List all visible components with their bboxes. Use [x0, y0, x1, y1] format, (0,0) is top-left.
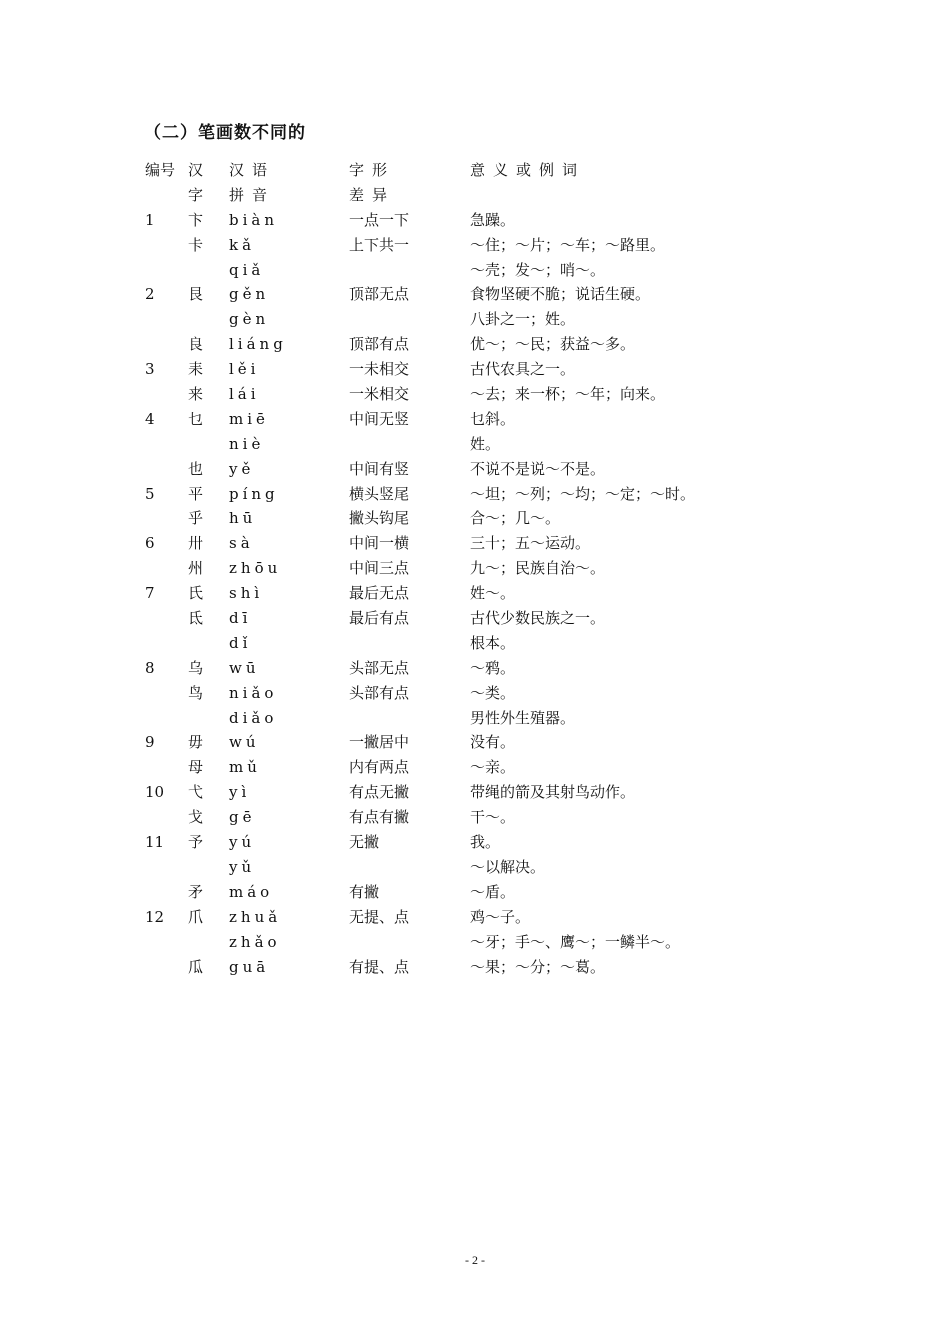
entry-number: 4	[145, 409, 155, 428]
entry-character: 氐	[188, 609, 204, 628]
entry-form-difference: 最后有点	[349, 609, 410, 628]
page-number: - 2 -	[465, 1253, 485, 1267]
table-row	[145, 656, 805, 681]
entry-form-difference: 中间无竖	[349, 409, 410, 428]
entry-number: 6	[145, 534, 155, 553]
table-row	[145, 482, 805, 507]
entry-pinyin: guā	[229, 957, 270, 976]
entry-form-difference: 无提、点	[349, 907, 410, 926]
entry-pinyin: wú	[229, 733, 260, 752]
table-row	[145, 805, 805, 830]
entry-pinyin: yì	[229, 783, 251, 802]
table-row	[145, 531, 805, 556]
entry-character: 予	[188, 833, 204, 852]
entry-meaning: ～牙；手～、鹰～；一鳞半～。	[470, 932, 681, 951]
entry-pinyin: lái	[229, 385, 260, 404]
table-row	[145, 282, 805, 307]
table-row	[145, 307, 805, 332]
entry-meaning: 没有。	[470, 733, 516, 752]
entry-character: 乌	[188, 658, 204, 677]
entry-meaning: 带绳的箭及其射鸟动作。	[470, 783, 636, 802]
entry-pinyin: yú	[229, 833, 256, 852]
entry-form-difference: 头部有点	[349, 683, 410, 702]
entry-meaning: 合～；几～。	[470, 509, 561, 528]
entry-character: 爪	[188, 907, 204, 926]
character-comparison-table	[145, 158, 805, 979]
entry-meaning: ～盾。	[470, 882, 516, 901]
entry-pinyin: qiǎ	[229, 260, 265, 279]
entry-pinyin: liáng	[229, 335, 287, 354]
entry-form-difference: 一未相交	[349, 360, 410, 379]
entry-character: 母	[188, 758, 204, 777]
entry-meaning: 不说不是说～不是。	[470, 459, 606, 478]
entry-meaning: 九～；民族自治～。	[470, 559, 606, 578]
header-row	[145, 183, 805, 208]
entry-pinyin: niǎo	[229, 683, 278, 702]
entry-meaning: 鸡～子。	[470, 907, 531, 926]
entry-form-difference: 中间一横	[349, 534, 410, 553]
entry-meaning: ～去；来一杯；～年；向来。	[470, 385, 666, 404]
entry-form-difference: 无撇	[349, 833, 380, 852]
entry-character: 鸟	[188, 683, 204, 702]
table-row	[145, 880, 805, 905]
entry-meaning: ～以解决。	[470, 857, 546, 876]
entry-character: 州	[188, 559, 204, 578]
table-row	[145, 855, 805, 880]
entry-meaning: 八卦之一；姓。	[470, 310, 576, 329]
entry-meaning: 急躁。	[470, 210, 516, 229]
entry-meaning: ～亲。	[470, 758, 516, 777]
entry-character: 耒	[188, 360, 204, 379]
entry-pinyin: yě	[229, 459, 255, 478]
entry-pinyin: shì	[229, 584, 264, 603]
entry-meaning: 姓～。	[470, 584, 516, 603]
table-row	[145, 556, 805, 581]
entry-pinyin: hū	[229, 509, 257, 528]
entry-form-difference: 头部无点	[349, 658, 410, 677]
entry-pinyin: kǎ	[229, 235, 256, 254]
entry-form-difference: 有提、点	[349, 957, 410, 976]
table-row	[145, 606, 805, 631]
entry-pinyin: gē	[229, 808, 256, 827]
entry-form-difference: 一撇居中	[349, 733, 410, 752]
entry-pinyin: zhuǎ	[229, 907, 282, 926]
entry-meaning: 干～。	[470, 808, 516, 827]
entry-pinyin: gèn	[229, 310, 270, 329]
entry-character: 平	[188, 484, 204, 503]
entry-pinyin: lěi	[229, 360, 260, 379]
entry-meaning: 优～；～民；获益～多。	[470, 335, 636, 354]
entry-meaning: 古代农具之一。	[470, 360, 576, 379]
table-row	[145, 780, 805, 805]
entry-form-difference: 有点有撇	[349, 808, 410, 827]
entry-number: 1	[145, 210, 155, 229]
entry-pinyin: máo	[229, 882, 274, 901]
entry-pinyin: dī	[229, 609, 252, 628]
entry-meaning: 古代少数民族之一。	[470, 609, 606, 628]
entry-pinyin: zhǎo	[229, 932, 281, 951]
entry-meaning: ～壳；发～；哨～。	[470, 260, 606, 279]
header-character: 汉	[188, 161, 212, 179]
entry-meaning: ～鸦。	[470, 658, 516, 677]
table-row	[145, 407, 805, 432]
entry-pinyin: miē	[229, 409, 269, 428]
entry-pinyin: zhōu	[229, 559, 282, 578]
entry-meaning: 我。	[470, 833, 501, 852]
table-row	[145, 382, 805, 407]
entry-form-difference: 最后无点	[349, 584, 410, 603]
table-row	[145, 755, 805, 780]
entry-character: 乜	[188, 409, 204, 428]
entry-form-difference: 有撇	[349, 882, 380, 901]
entry-character: 戈	[188, 808, 204, 827]
entry-meaning: 乜斜。	[470, 409, 516, 428]
entry-number: 7	[145, 584, 155, 603]
entry-character: 毋	[188, 733, 204, 752]
table-row	[145, 233, 805, 258]
entry-pinyin: wū	[229, 658, 260, 677]
entry-meaning: ～类。	[470, 683, 516, 702]
entry-form-difference: 撇头钩尾	[349, 509, 410, 528]
entry-character: 良	[188, 335, 204, 354]
header-pinyin: 拼音	[229, 185, 276, 204]
table-row	[145, 706, 805, 731]
table-row	[145, 332, 805, 357]
entry-number: 5	[145, 484, 155, 503]
entry-form-difference: 上下共一	[349, 235, 410, 254]
entry-meaning: 三十；五～运动。	[470, 534, 591, 553]
table-row	[145, 457, 805, 482]
entry-meaning: ～住；～片；～车；～路里。	[470, 235, 666, 254]
entry-form-difference: 一米相交	[349, 385, 410, 404]
entry-character: 卡	[188, 235, 204, 254]
table-row	[145, 730, 805, 755]
table-row	[145, 955, 805, 980]
entry-meaning: 男性外生殖器。	[470, 708, 576, 727]
entry-form-difference: 顶部有点	[349, 335, 410, 354]
entry-number: 3	[145, 360, 155, 379]
header-pinyin: 汉语	[229, 161, 276, 179]
entry-form-difference: 中间三点	[349, 559, 410, 578]
entry-number: 10	[145, 783, 165, 802]
entry-character: 艮	[188, 285, 204, 304]
table-row	[145, 905, 805, 930]
table-row	[145, 830, 805, 855]
entry-pinyin: mǔ	[229, 758, 261, 777]
table-row	[145, 357, 805, 382]
entry-character: 乎	[188, 509, 204, 528]
entry-character: 也	[188, 459, 204, 478]
entry-character: 瓜	[188, 957, 204, 976]
entry-number: 9	[145, 733, 155, 752]
header-character: 字	[188, 185, 212, 204]
entry-pinyin: gěn	[229, 285, 270, 304]
header-form-difference: 差异	[349, 185, 396, 204]
entry-character: 卅	[188, 534, 204, 553]
entry-pinyin: diǎo	[229, 708, 278, 727]
header-row	[145, 158, 805, 183]
table-row	[145, 208, 805, 233]
entry-number: 12	[145, 907, 165, 926]
entry-meaning: 根本。	[470, 633, 516, 652]
table-row	[145, 631, 805, 656]
header-meaning: 意义或例词	[470, 161, 586, 179]
entry-meaning: ～果；～分；～葛。	[470, 957, 606, 976]
entry-pinyin: niè	[229, 434, 265, 453]
table-row	[145, 258, 805, 283]
header-form-difference: 字形	[349, 161, 396, 179]
entry-number: 11	[145, 833, 165, 852]
entry-pinyin: píng	[229, 484, 279, 503]
table-row	[145, 506, 805, 531]
entry-form-difference: 中间有竖	[349, 459, 410, 478]
entry-character: 氏	[188, 584, 204, 603]
entry-pinyin: sà	[229, 534, 254, 553]
entry-form-difference: 内有两点	[349, 758, 410, 777]
entry-number: 8	[145, 658, 155, 677]
table-row	[145, 432, 805, 457]
entry-character: 弋	[188, 783, 204, 802]
entry-meaning: 姓。	[470, 434, 501, 453]
entry-form-difference: 一点一下	[349, 210, 410, 229]
section-heading: （二）笔画数不同的	[144, 123, 306, 143]
entry-form-difference: 横头竖尾	[349, 484, 410, 503]
table-row	[145, 581, 805, 606]
entry-pinyin: yǔ	[229, 857, 256, 876]
table-row	[145, 681, 805, 706]
entry-pinyin: dǐ	[229, 633, 252, 652]
entry-form-difference: 顶部无点	[349, 285, 410, 304]
entry-character: 来	[188, 385, 204, 404]
header-number: 编号	[145, 161, 176, 179]
table-row	[145, 930, 805, 955]
entry-meaning: 食物坚硬不脆；说话生硬。	[470, 285, 651, 304]
entry-meaning: ～坦；～列；～均；～定；～时。	[470, 484, 696, 503]
entry-number: 2	[145, 285, 155, 304]
entry-pinyin: biàn	[229, 210, 279, 229]
entry-character: 卞	[188, 210, 204, 229]
entry-character: 矛	[188, 882, 204, 901]
entry-form-difference: 有点无撇	[349, 783, 410, 802]
